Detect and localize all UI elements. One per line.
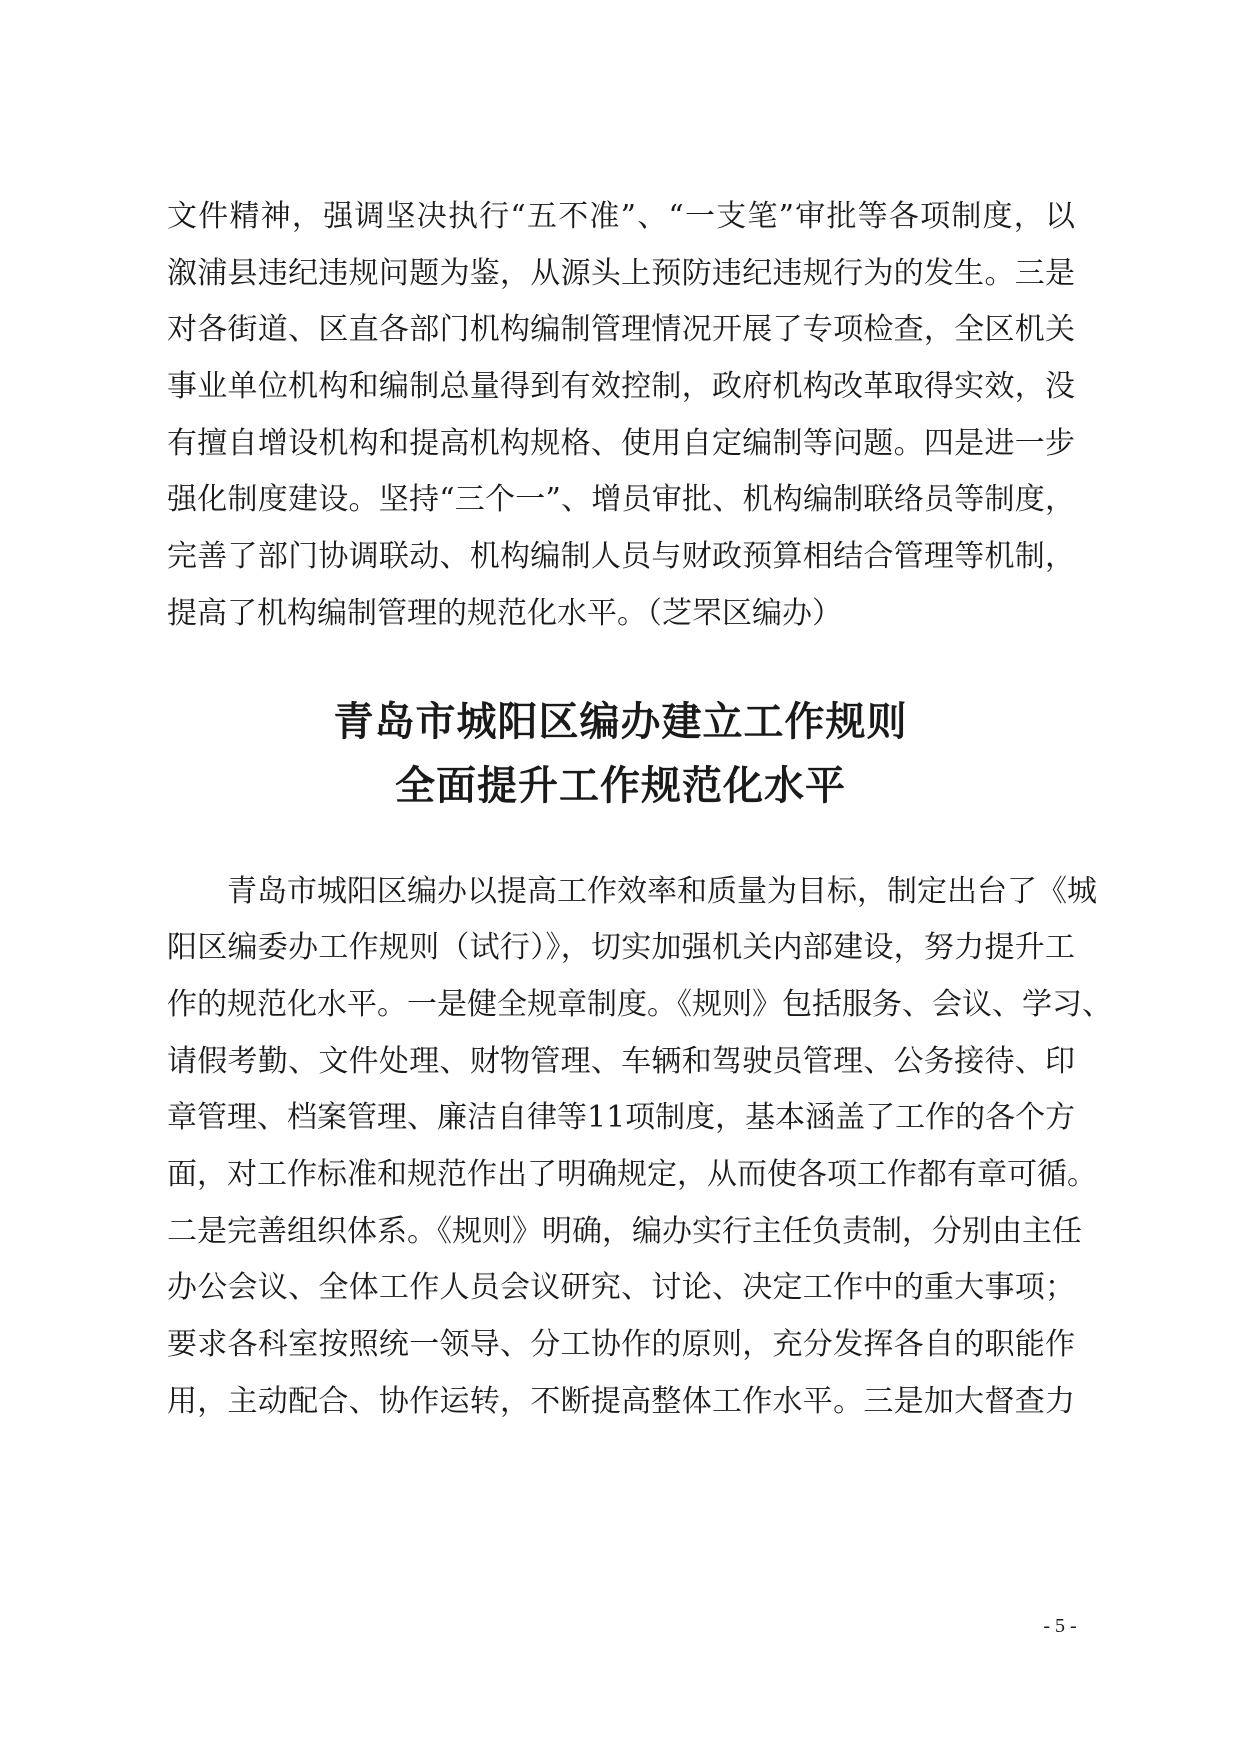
article-title-line-1: 青岛市城阳区编办建立工作规则 [333,698,908,745]
paragraph-line: 强化制度建设。坚持“三个一”、增员审批、机构编制联络员等制度， [167,482,1075,517]
paragraph-line: 有擅自增设机构和提高机构规格、使用自定编制等问题。四是进一步 [167,426,1075,461]
page-number: - 5 - [1043,1615,1077,1637]
body-line: 作的规范化水平。一是健全规章制度。《规则》包括服务、会议、学习、 [167,987,1112,1022]
body-line: 办公会议、全体工作人员会议研究、讨论、决定工作中的重大事项； [167,1270,1075,1305]
body-line: 请假考勤、文件处理、财物管理、车辆和驾驶员管理、公务接待、印 [167,1044,1075,1079]
paragraph-line: 完善了部门协调联动、机构编制人员与财政预算相结合管理等机制， [167,539,1075,574]
paragraph-line: 溆浦县违纪违规问题为鉴，从源头上预防违纪违规行为的发生。三是 [167,256,1075,291]
body-line: 二是完善组织体系。《规则》明确，编办实行主任负责制，分别由主任 [167,1214,1082,1249]
body-line: 阳区编委办工作规则（试行）》，切实加强机关内部建设，努力提升工 [167,930,1075,965]
paragraph-line: 提高了机构编制管理的规范化水平。（芝罘区编办） [167,596,842,631]
body-line: 章管理、档案管理、廉洁自律等11项制度，基本涵盖了工作的各个方 [167,1100,1076,1135]
body-line: 要求各科室按照统一领导、分工协作的原则，充分发挥各自的职能作 [167,1327,1075,1362]
body-line: 用，主动配合、协作运转，不断提高整体工作水平。三是加大督查力 [167,1384,1075,1419]
paragraph-line: 对各街道、区直各部门机构编制管理情况开展了专项检查，全区机关 [167,312,1075,347]
article-title-line-2: 全面提升工作规范化水平 [395,762,846,809]
body-line: 青岛市城阳区编办以提高工作效率和质量为目标，制定出台了《城 [227,874,1097,909]
body-line: 面，对工作标准和规范作出了明确规定，从而使各项工作都有章可循。 [167,1157,1097,1192]
paragraph-line: 事业单位机构和编制总量得到有效控制，政府机构改革取得实效，没 [167,369,1075,404]
paragraph-line: 文件精神，强调坚决执行“五不准”、“一支笔”审批等各项制度，以 [167,199,1075,234]
